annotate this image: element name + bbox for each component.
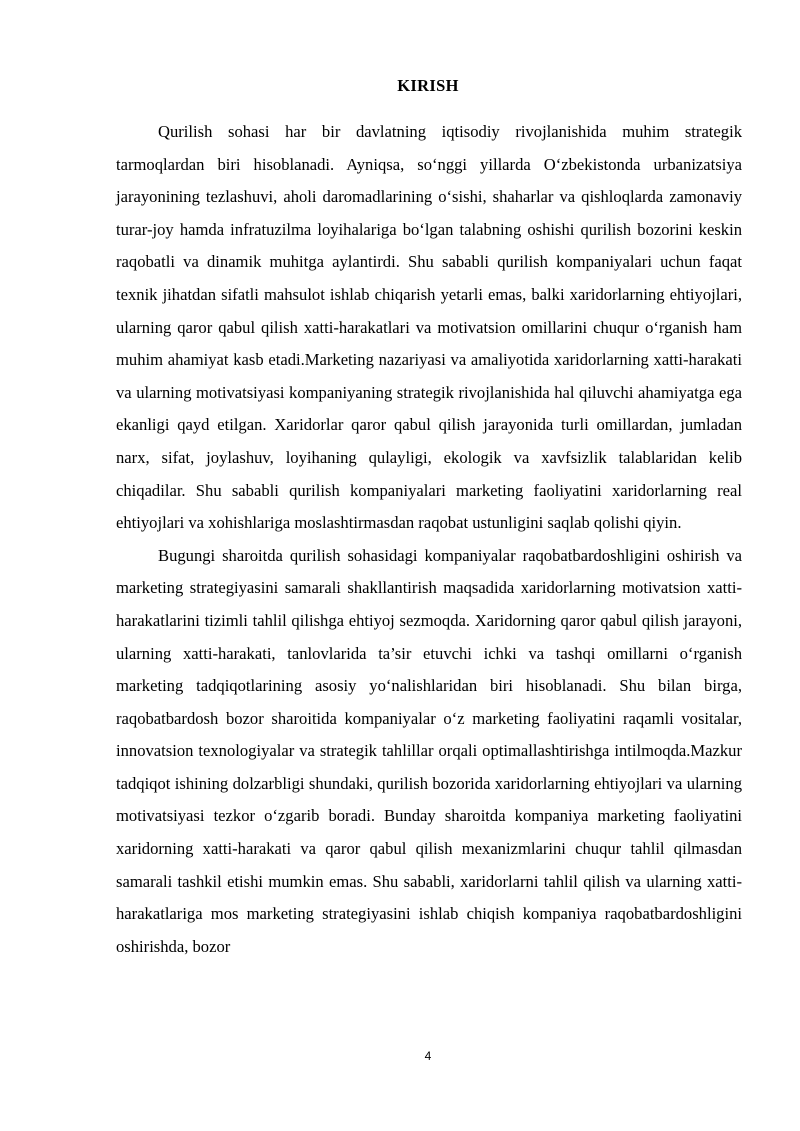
paragraph-2: Bugungi sharoitda qurilish sohasidagi kompaniyalar raqobatbardoshligini oshirish va marketing strategiyasini samarali shakllantirish maqsadida xaridorlarning motivatsion xatti-harakatlarini tizimli tahlil qilishga ehtiyoj sezmoqda. Xaridorning qaror qabul qilish jarayoni, ularning xatti-harakati, tanlovlarida ta’sir etuvchi ichki va tashqi omillarni o‘rganish marketing tadqiqotlarining asosiy yo‘nalishlaridan biri hisoblanadi. Shu bilan birga, raqobatbardosh bozor sharoitida kompaniyalar o‘z marketing faoliyatini raqamli vositalar, innovatsion texnologiyalar va strategik tahlillar orqali optimallashtirishga intilmoqda.Mazkur tadqiqot ishining dolzarbligi shundaki, qurilish bozorida xaridorlarning ehtiyojlari va ularning motivatsiyasi tezkor o‘zgarib boradi. Bunday sharoitda kompaniya marketing faoliyatini xaridorning xatti-harakati va qaror qabul qilish mexanizmlarini chuqur tahlil qilmasdan samarali tashkil etishi mumkin emas. Shu sababli, xaridorlarni tahlil qilish va ularning xatti-harakatlariga mos marketing strategiyasini ishlab chiqish kompaniya raqobatbardoshligini oshirishda, bozor: [116, 545, 742, 956]
body-text: [116, 116, 742, 963]
page-number: 4: [424, 1049, 432, 1063]
paragraph-1: Qurilish sohasi har bir davlatning iqtisodiy rivojlanishida muhim strategik tarmoqlardan biri hisoblanadi. Ayniqsa, so‘nggi yillarda O‘zbekistonda urbanizatsiya jarayonining tezlashuvi, aholi daromadlarining o‘sishi, shaharlar va qishloqlarda zamonaviy turar-joy hamda infratuzilma loyihalariga bo‘lgan talabning oshishi qurilish bozorini keskin raqobatli va dinamik muhitga aylantirdi. Shu sababli qurilish kompaniyalari uchun faqat texnik jihatdan sifatli mahsulot ishlab chiqarish yetarli emas, balki xaridorlarning ehtiyojlari, ularning qaror qabul qilish xatti-harakatlari va motivatsion omillarini chuqur o‘rganish ham muhim ahamiyat kasb etadi.Marketing nazariyasi va amaliyotida xaridorlarning xatti-harakati va ularning motivatsiyasi kompaniyaning strategik rivojlanishida hal qiluvchi ahamiyatga ega ekanligi qayd etilgan. Xaridorlar qaror qabul qilish jarayonida turli omillardan, jumladan narx, sifat, joylashuv, loyihaning qulayligi, ekologik va xavfsizlik talablaridan kelib chiqadilar. Shu sababli qurilish kompaniyalari marketing faoliyatini xaridorlarning real ehtiyojlari va xohishlariga moslashtirmasdan raqobat ustunligini saqlab qolishi qiyin.: [116, 122, 742, 533]
section-heading: KIRISH: [397, 76, 459, 95]
